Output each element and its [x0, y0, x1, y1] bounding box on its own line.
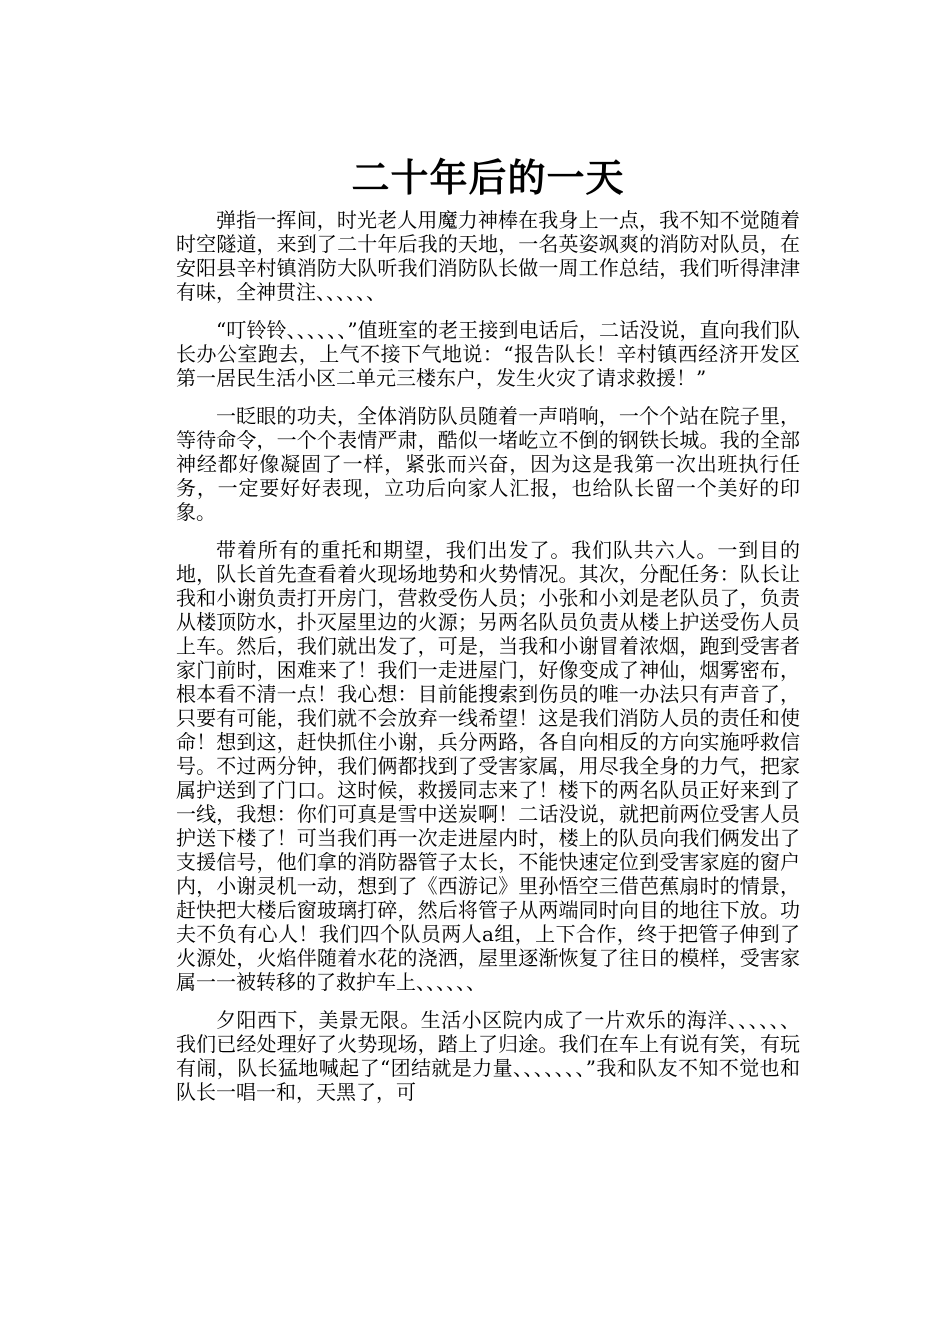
paragraph-3: 一眨眼的功夫，全体消防队员随着一声哨响，一个个站在院子里，等待命令，一个个表情严肃，酷似一堵屹立不倒的钢铁长城。我的全部神经都好像凝固了一样，紧张而兴奋，因为这是我第一次出班执行任务，一定要好好表现，立功后向家人汇报，也给队长留一个美好的印象。 — [176, 404, 800, 524]
paragraph-5: 夕阳西下，美景无限。生活小区院内成了一片欢乐的海洋、、、、、、我们已经处理好了火势现场，踏上了归途。我们在车上有说有笑，有玩有闹，队长猛地喊起了“团结就是力量、、、、、、、”我和队友不知不觉也和队长一唱一和，天黑了，可 — [176, 1008, 800, 1104]
paragraph-1: 弹指一挥间，时光老人用魔力神棒在我身上一点，我不知不觉随着时空隧道，来到了二十年后我的天地，一名英姿飒爽的消防对队员，在安阳县辛村镇消防大队听我们消防队长做一周工作总结，我们听得津津有味，全神贯注、、、、、、 — [176, 208, 800, 304]
paragraph-4: 带着所有的重托和期望，我们出发了。我们队共六人。一到目的地，队长首先查看着火现场地势和火势情况。其次，分配任务：队长让我和小谢负责打开房门，营救受伤人员；小张和小刘是老队员了，负责从楼顶防水，扑灭屋里边的火源；另两名队员负责从楼上护送受伤人员上车。然后，我们就出发了，可是，当我和小谢冒着浓烟，跑到受害者家门前时，困难来了！我们一走进屋门，好像变成了神仙，烟雾密布，根本看不清一点！我心想：目前能搜索到伤员的唯一办法只有声音了，只要有可能，我们就不会放弃一线希望！这是我们消防人员的责任和使命！想到这，赶快抓住小谢，兵分两路，各自向相反的方向实施呼救信号。不过两分钟，我们俩都找到了受害家属，用尽我全身的力气，把家属护送到了门口。这时候，救援同志来了！楼下的两名队员正好来到了一线，我想：你们可真是雪中送炭啊！二话没说，就把前两位受害人员护送下楼了！可当我们再一次走进屋内时，楼上的队员向我们俩发出了支援信号，他们拿的消防器管子太长，不能快速定位到受害家庭的窗户内，小谢灵机一动，想到了《西游记》里孙悟空三借芭蕉扇时的情景，赶快把大楼后窗玻璃打碎，然后将管子从两端同时向目的地往下放。功夫不负有心人！我们四个队员两人a组，上下合作，终于把管子伸到了火源处，火焰伴随着水花的浇洒，屋里逐渐恢复了往日的模样，受害家属一一被转移的了救护车上、、、、、、 — [176, 538, 800, 994]
paragraph-2: “叮铃铃、、、、、、”值班室的老王接到电话后，二话没说，直向我们队长办公室跑去，上气不接下气地说：“报告队长！辛村镇西经济开发区第一居民生活小区二单元三楼东户，发生火灾了请求救援！” — [176, 318, 800, 390]
document-page — [176, 150, 800, 1118]
document-title: 二十年后的一天 — [351, 155, 625, 200]
